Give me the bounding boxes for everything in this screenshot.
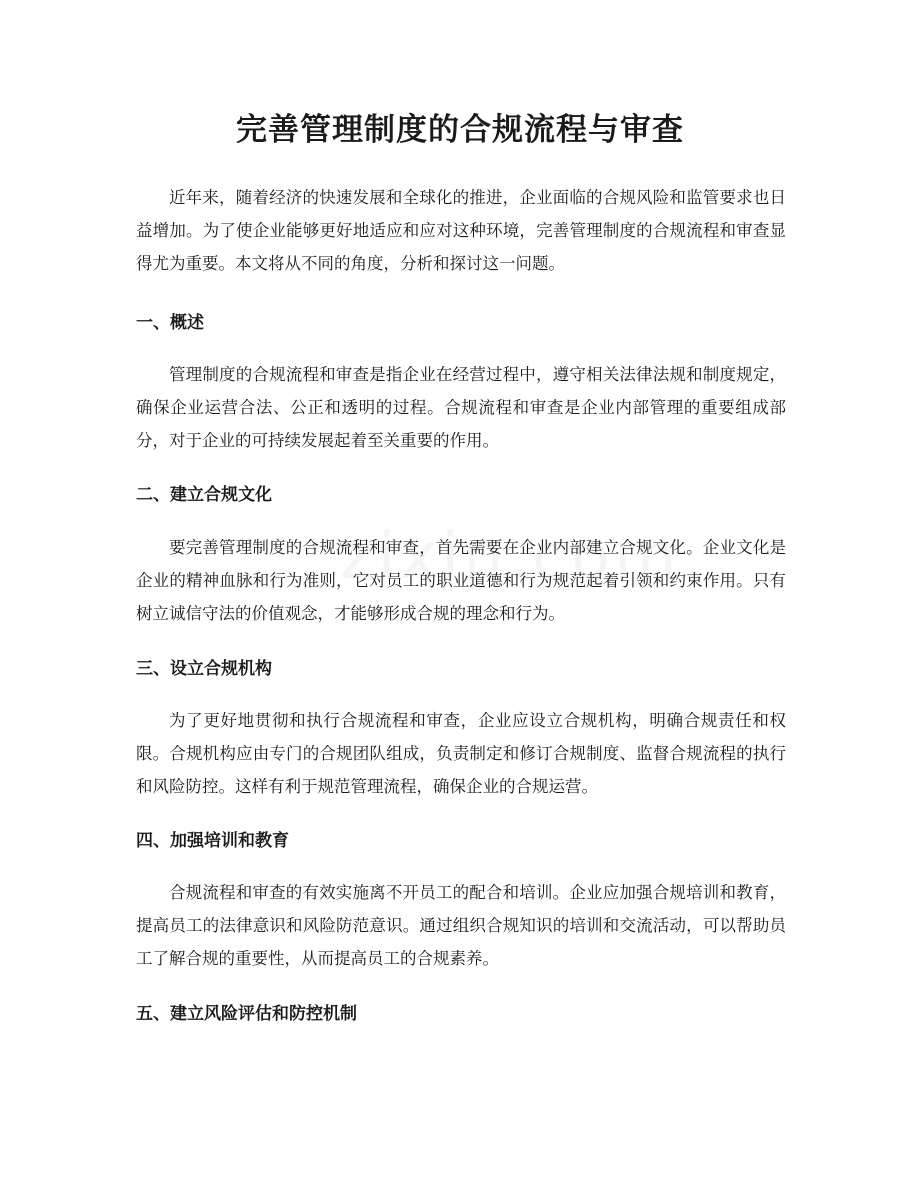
section-heading-compliance-culture: 二、建立合规文化 — [136, 485, 272, 505]
section-paragraph-compliance-body: 为了更好地贯彻和执行合规流程和审查，企业应设立合规机构，明确合规责任和权限。合规机构应由专门的合规团队组成，负责制定和修订合规制度、监督合规流程的执行和风险防控。这样有利于规范管理流程，确保企业的合规运营。 — [136, 711, 786, 796]
section-heading-training: 四、加强培训和教育 — [136, 831, 289, 851]
section-heading-risk-assessment: 五、建立风险评估和防控机制 — [136, 1004, 357, 1024]
section-heading-overview: 一、概述 — [136, 313, 204, 333]
section-paragraph-overview: 管理制度的合规流程和审查是指企业在经营过程中，遵守相关法律法规和制度规定，确保企业运营合法、公正和透明的过程。合规流程和审查是企业内部管理的重要组成部分，对于企业的可持续发展起着至关重要的作用。 — [136, 365, 786, 450]
section-paragraph-training: 合规流程和审查的有效实施离不开员工的配合和培训。企业应加强合规培训和教育，提高员工的法律意识和风险防范意识。通过组织合规知识的培训和交流活动，可以帮助员工了解合规的重要性，从而提高员工的合规素养。 — [136, 883, 786, 968]
section-heading-compliance-body: 三、设立合规机构 — [136, 659, 272, 679]
section-paragraph-compliance-culture: 要完善管理制度的合规流程和审查，首先需要在企业内部建立合规文化。企业文化是企业的精神血脉和行为准则，它对员工的职业道德和行为规范起着引领和约束作用。只有树立诚信守法的价值观念，才能够形成合规的理念和行为。 — [136, 538, 786, 623]
intro-paragraph: 近年来，随着经济的快速发展和全球化的推进，企业面临的合规风险和监管要求也日益增加。为了使企业能够更好地适应和应对这种环境，完善管理制度的合规流程和审查显得尤为重要。本文将从不同的角度，分析和探讨这一问题。 — [136, 188, 786, 273]
page-title: 完善管理制度的合规流程与审查 — [236, 112, 684, 148]
